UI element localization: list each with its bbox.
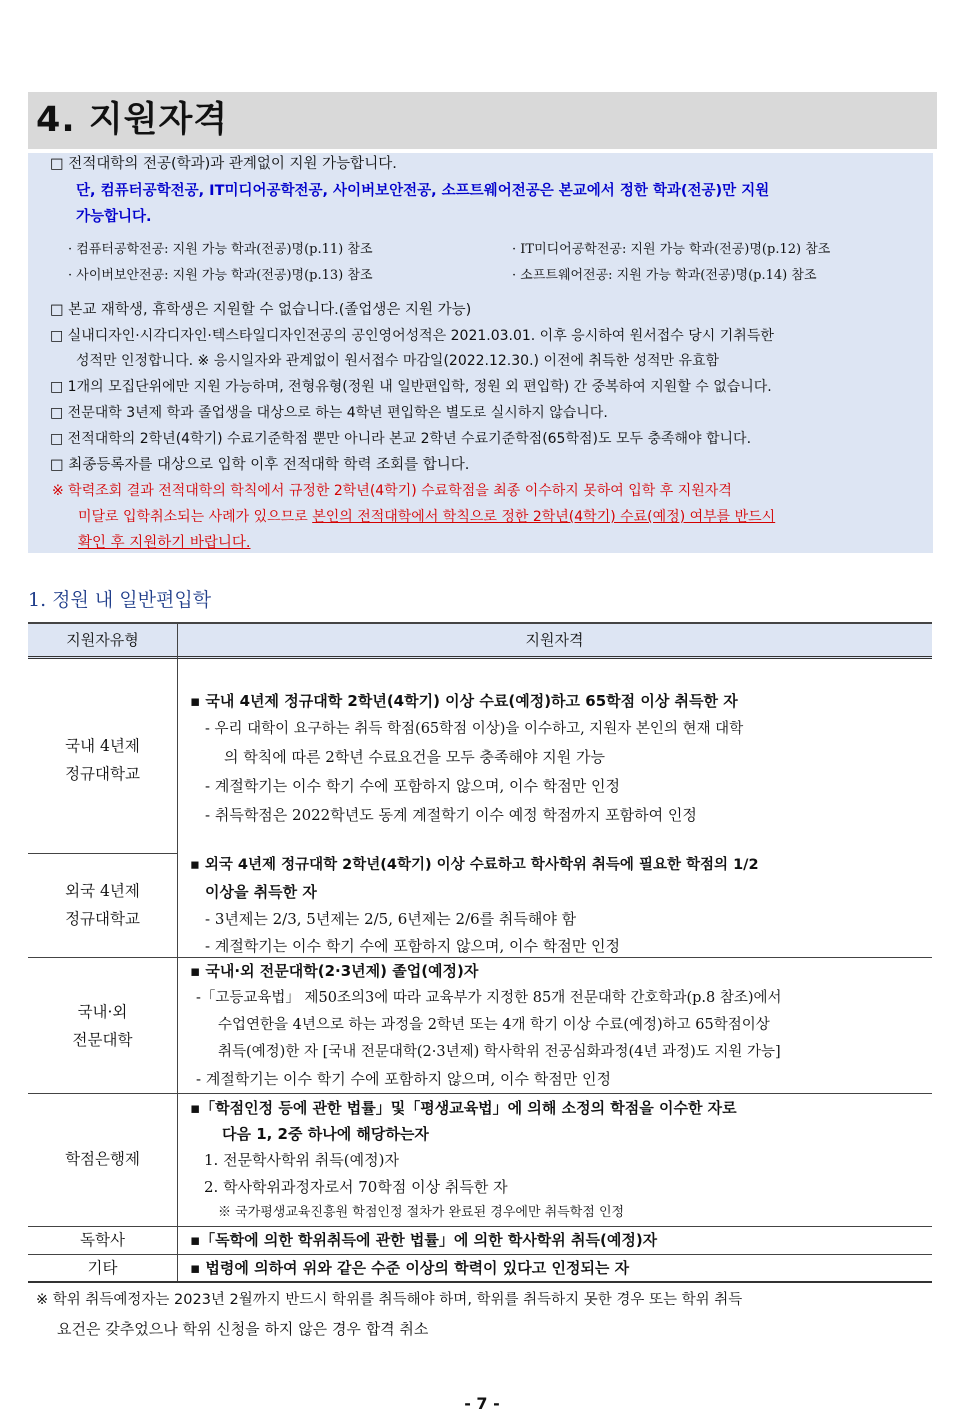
ref-cyber-security: · 사이버보안전공: 지원 가능 학과(전공)명(p.13) 참조 <box>68 268 373 283</box>
notice-line-blue: 가능합니다. <box>76 209 152 225</box>
header-qualification: 지원자격 <box>525 631 584 649</box>
qualification-detail: 의 학칙에 따른 2학년 수료요건을 모두 충족해야 지원 가능 <box>224 748 605 766</box>
qualification-main: ▪ 외국 4년제 정규대학 2학년(4학기) 이상 수료하고 학사학위 취득에 필요한 학점의 1/2 <box>190 857 759 873</box>
notice-line: □ 최종등록자를 대상으로 입학 이후 전적대학 학력 조회를 합니다. <box>50 457 470 473</box>
notice-line: □ 1개의 모집단위에만 지원 가능하며, 전형유형(정원 내 일반편입학, 정원 외 편입학) 간 중복하여 지원할 수 없습니다. <box>50 379 772 395</box>
footnote-line: 요건은 갖추었으나 학위 신청을 하지 않은 경우 합격 취소 <box>57 1320 429 1338</box>
row-divider <box>28 1093 932 1094</box>
qualification-detail: - 계절학기는 이수 학기 수에 포함하지 않으며, 이수 학점만 인정 <box>196 1070 612 1088</box>
notice-line: □ 전문대학 3년제 학과 졸업생을 대상으로 하는 4학년 편입학은 별도로 실시하지 않습니다. <box>50 405 608 421</box>
qualification-main: ▪ 법령에 의하여 위와 같은 수준 이상의 학력이 있다고 인정되는 자 <box>190 1259 630 1277</box>
qualification-detail: - 계절학기는 이수 학기 수에 포함하지 않으며, 이수 학점만 인정 <box>205 777 621 795</box>
ref-software: · 소프트웨어전공: 지원 가능 학과(전공)명(p.14) 참조 <box>512 268 817 283</box>
notice-line: □ 본교 재학생, 휴학생은 지원할 수 없습니다.(졸업생은 지원 가능) <box>50 302 472 318</box>
qualification-main: ▪「학점인정 등에 관한 법률」및「평생교육법」에 의해 소정의 학점을 이수한 자로 <box>190 1099 737 1117</box>
qualification-detail: 2. 학사학위과정자로서 70학점 이상 취득한 자 <box>204 1178 508 1196</box>
header-applicant-type: 지원자유형 <box>66 631 139 649</box>
qualification-main: ▪ 국내·외 전문대학(2·3년제) 졸업(예정)자 <box>190 962 479 980</box>
qualification-main: ▪「독학에 의한 학위취득에 관한 법률」에 의한 학사학위 취득(예정)자 <box>190 1231 658 1249</box>
qualification-note: ※ 국가평생교육진흥원 학점인정 절차가 완료된 경우에만 취득학점 인정 <box>218 1205 625 1220</box>
qualification-main: ▪ 국내 4년제 정규대학 2학년(4학기) 이상 수료(예정)하고 65학점 이상 취득한 자 <box>190 692 738 710</box>
warning-text-underlined: 본인의 전적대학에서 학칙으로 정한 2학년(4학기) 수료(예정) 여부를 반드시 <box>312 509 776 525</box>
row-category: 외국 4년제 정규대학교 <box>65 882 140 928</box>
notice-line-blue: 단, 컴퓨터공학전공, IT미디어공학전공, 사이버보안전공, 소프트웨어전공은 본교에서 정한 학과(전공)만 지원 <box>76 183 770 199</box>
qualification-detail: - 계절학기는 이수 학기 수에 포함하지 않으며, 이수 학점만 인정 <box>205 937 621 955</box>
table-header <box>28 622 932 659</box>
page-number: - 7 - <box>464 1394 500 1413</box>
warning-line: 확인 후 지원하기 바랍니다. <box>78 535 251 551</box>
warning-line <box>78 507 775 527</box>
footnote-line: ※ 학위 취득예정자는 2023년 2월까지 반드시 학위를 취득해야 하며, 학위를 취득하지 못한 경우 또는 학위 취득 <box>36 1292 743 1308</box>
notice-line: 성적만 인정합니다. ※ 응시일자와 관계없이 원서접수 마감일(2022.12.30.) 이전에 취득한 성적만 유효함 <box>76 353 720 369</box>
row-category: 국내·외 전문대학 <box>72 1003 133 1049</box>
row-divider <box>28 853 177 854</box>
qualification-detail: - 취득학점은 2022학년도 동계 계절학기 이수 예정 학점까지 포함하여 인정 <box>205 806 697 824</box>
notice-line: □ 전적대학의 전공(학과)과 관계없이 지원 가능합니다. <box>50 156 397 172</box>
row-category: 기타 <box>87 1259 118 1277</box>
qualification-main: 이상을 취득한 자 <box>205 883 317 901</box>
subsection-title: 1. 정원 내 일반편입학 <box>28 589 212 611</box>
notice-line: □ 실내디자인·시각디자인·텍스타일디자인전공의 공인영어성적은 2021.03.01. 이후 응시하여 원서접수 당시 기취득한 <box>50 328 774 344</box>
notice-line: □ 전적대학의 2학년(4학기) 수료기준학점 뿐만 아니라 본교 2학년 수료기준학점(65학점)도 모두 충족해야 합니다. <box>50 431 752 447</box>
column-divider <box>177 622 178 1282</box>
qualification-detail: -「고등교육법」 제50조의3에 따라 교육부가 지정한 85개 전문대학 간호학과(p.8 참조)에서 <box>196 990 782 1006</box>
row-category: 국내 4년제 정규대학교 <box>65 737 140 783</box>
qualification-detail: 수업연한을 4년으로 하는 과정을 2학년 또는 4개 학기 이상 수료(예정)하고 65학점이상 <box>218 1017 770 1033</box>
ref-computer-eng: · 컴퓨터공학전공: 지원 가능 학과(전공)명(p.11) 참조 <box>68 242 373 257</box>
qualification-detail: - 우리 대학이 요구하는 취득 학점(65학점 이상)을 이수하고, 지원자 본인의 현재 대학 <box>205 721 744 737</box>
warning-line: ※ 학력조회 결과 전적대학의 학칙에서 규정한 2학년(4학기) 수료학점을 최종 이수하지 못하여 입학 후 지원자격 <box>52 483 732 499</box>
qualification-detail: - 3년제는 2/3, 5년제는 2/5, 6년제는 2/6를 취득해야 함 <box>205 910 577 928</box>
section-title: 4. 지원자격 <box>28 92 937 149</box>
qualification-main: 다음 1, 2중 하나에 해당하는자 <box>222 1125 429 1143</box>
row-category: 학점은행제 <box>65 1150 140 1168</box>
qualification-detail: 1. 전문학사학위 취득(예정)자 <box>204 1151 399 1169</box>
warning-text: 미달로 입학취소되는 사례가 있으므로 <box>78 509 313 525</box>
row-category: 독학사 <box>80 1231 125 1249</box>
ref-it-media: · IT미디어공학전공: 지원 가능 학과(전공)명(p.12) 참조 <box>512 242 831 257</box>
qualification-detail: 취득(예정)한 자 [국내 전문대학(2·3년제) 학사학위 전공심화과정(4년 과정)도 지원 가능] <box>218 1044 781 1060</box>
